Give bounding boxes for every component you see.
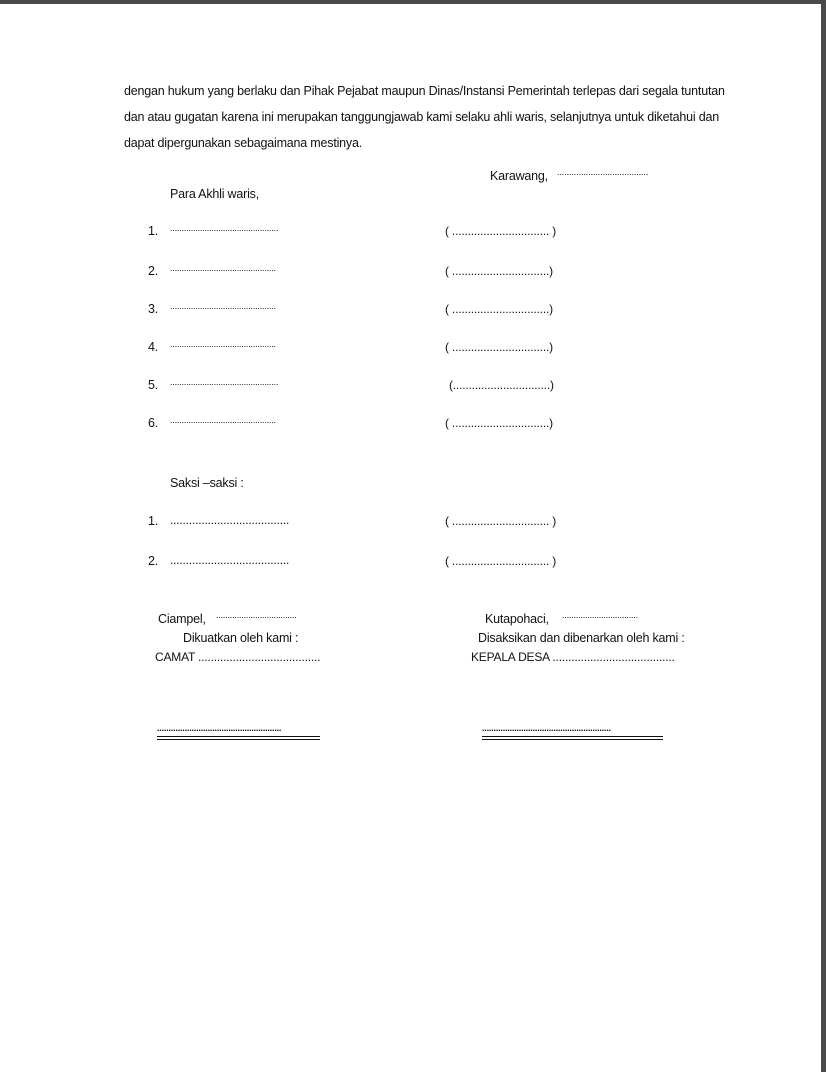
camat-date-blank: ................................... (216, 610, 297, 620)
heir-name-blank: .............................................. (170, 415, 276, 425)
heir-signature-blank: ( ...............................) (445, 416, 553, 430)
witness-name-blank: ...................................... (170, 513, 290, 527)
heir-number: 5. (148, 378, 159, 392)
heir-number: 1. (148, 224, 159, 238)
paragraph-line: dengan hukum yang berlaku dan Pihak Pejabat maupun Dinas/Instansi Pemerintah terlepas dari segala tuntutan (124, 84, 725, 98)
heir-signature-blank: ( ...............................) (445, 264, 553, 278)
heir-number: 4. (148, 340, 159, 354)
closing-paragraph (124, 78, 725, 156)
village-place-label: Kutapohaci, (485, 612, 549, 626)
camat-place-label: Ciampel, (158, 612, 206, 626)
window-right-border (821, 0, 826, 1072)
village-date-blank: ................................. (562, 610, 638, 620)
village-head-signature-underline (482, 736, 663, 740)
village-head-title: KEPALA DESA ....................................... (471, 650, 675, 664)
heir-number: 2. (148, 264, 159, 278)
village-head-signature-line: ........................................................ (482, 723, 611, 733)
witness-number: 2. (148, 554, 159, 568)
document-page (0, 4, 821, 1072)
village-witness-text: Disaksikan dan dibenarkan oleh kami : (478, 631, 685, 645)
camat-confirmation-text: Dikuatkan oleh kami : (183, 631, 299, 645)
heir-signature-blank: ( ...............................) (445, 302, 553, 316)
witness-signature-blank: ( ............................... ) (445, 554, 557, 568)
heir-number: 3. (148, 302, 159, 316)
heir-name-blank: .............................................. (170, 263, 276, 273)
heir-name-blank: .............................................. (170, 301, 276, 311)
camat-signature-line: ...................................................... (157, 723, 282, 733)
heir-signature-blank: (...............................) (449, 378, 554, 392)
heir-signature-blank: ( ...............................) (445, 340, 553, 354)
heir-name-blank: .............................................. (170, 339, 276, 349)
witnesses-heading: Saksi –saksi : (170, 476, 244, 490)
witness-signature-blank: ( ............................... ) (445, 514, 557, 528)
heirs-heading: Para Akhli waris, (170, 187, 259, 201)
heir-name-blank: ............................................... (170, 223, 279, 233)
witness-name-blank: ...................................... (170, 553, 290, 567)
paragraph-line: dan atau gugatan karena ini merupakan tanggungjawab kami selaku ahli waris, selanjutnya untuk diketahui dan (124, 110, 719, 124)
place-date-label: Karawang, (490, 169, 548, 183)
heir-number: 6. (148, 416, 159, 430)
paragraph-line: dapat dipergunakan sebagaimana mestinya. (124, 136, 363, 150)
heir-signature-blank: ( ............................... ) (445, 224, 557, 238)
heir-name-blank: ............................................... (170, 377, 279, 387)
place-date-blank: ...................................... (557, 167, 649, 177)
camat-signature-underline (157, 736, 320, 740)
witness-number: 1. (148, 514, 159, 528)
camat-title: CAMAT ....................................... (155, 650, 321, 664)
